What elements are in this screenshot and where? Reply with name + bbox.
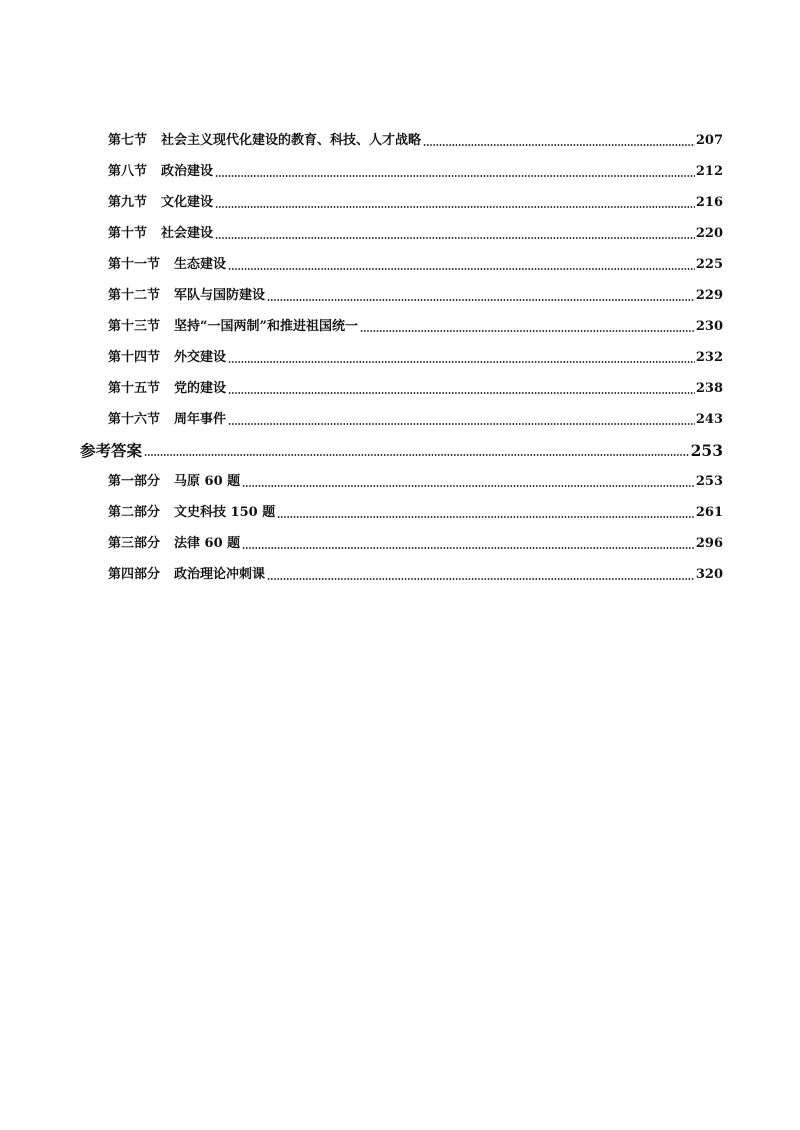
- toc-entry-title: 周年事件: [174, 412, 227, 427]
- toc-section-entry[interactable]: [108, 348, 723, 368]
- toc-dot-leader: [228, 348, 695, 368]
- toc-entry-title: 文史科技 150 题: [174, 505, 276, 520]
- toc-entry-title: 外交建设: [174, 350, 227, 365]
- toc-dot-leader: [228, 410, 695, 430]
- toc-page-number: 320: [695, 567, 723, 582]
- toc-entry-number: 第七节: [108, 133, 148, 148]
- toc-entry-title: 马原 60 题: [174, 474, 241, 489]
- toc-dot-leader: [267, 286, 695, 306]
- toc-dot-leader: [228, 379, 695, 399]
- toc-section-entry[interactable]: [108, 379, 723, 399]
- toc-entry-title: 文化建设: [161, 195, 214, 210]
- toc-section-entry[interactable]: [108, 410, 723, 430]
- toc-entry-number: 第十四节: [108, 350, 161, 365]
- toc-section-entry[interactable]: [108, 162, 723, 182]
- toc-page-number: 296: [695, 536, 723, 551]
- toc-entry-title: 政治理论冲刺课: [174, 567, 266, 582]
- toc-entry-number: 第十五节: [108, 381, 161, 396]
- toc-page-number: 253: [695, 474, 723, 489]
- toc-page-number: 232: [695, 350, 723, 365]
- toc-entry-title: 政治建设: [161, 164, 214, 179]
- toc-section-entry[interactable]: [108, 472, 723, 492]
- toc-entry-number: 第十节: [108, 226, 148, 241]
- toc-section-entry[interactable]: [108, 131, 723, 151]
- toc-section-entry[interactable]: [108, 286, 723, 306]
- toc-page-number: 207: [695, 133, 723, 148]
- toc-entry-number: 第三部分: [108, 536, 161, 551]
- toc-section-entry[interactable]: [108, 255, 723, 275]
- toc-entry-number: 第十六节: [108, 412, 161, 427]
- toc-entry-number: 第十三节: [108, 319, 161, 334]
- toc-dot-leader: [423, 131, 695, 151]
- toc-section-entry[interactable]: [108, 193, 723, 213]
- toc-page-number: 216: [695, 195, 723, 210]
- toc-page-number: 238: [695, 381, 723, 396]
- toc-page-number: 229: [695, 288, 723, 303]
- toc-entry-title: 法律 60 题: [174, 536, 241, 551]
- toc-page-number: 253: [690, 441, 723, 460]
- toc-page-number: 243: [695, 412, 723, 427]
- toc-entry-number: 第一部分: [108, 474, 161, 489]
- toc-dot-leader: [215, 162, 695, 182]
- toc-page-number: 212: [695, 164, 723, 179]
- toc-dot-leader: [144, 441, 690, 461]
- toc-entry-title: 坚持“一国两制”和推进祖国统一: [174, 319, 358, 334]
- toc-page-number: 225: [695, 257, 723, 272]
- toc-entry-title: 军队与国防建设: [174, 288, 266, 303]
- toc-entry-title: 参考答案: [80, 441, 143, 460]
- toc-entry-title: 社会主义现代化建设的教育、科技、人才战略: [161, 133, 422, 148]
- toc-dot-leader: [267, 565, 695, 585]
- toc-entry-number: 第二部分: [108, 505, 161, 520]
- toc-entry-title: 党的建设: [174, 381, 227, 396]
- toc-dot-leader: [277, 503, 695, 523]
- toc-page-number: 261: [695, 505, 723, 520]
- toc-dot-leader: [360, 317, 695, 337]
- toc-entry-number: 第八节: [108, 164, 148, 179]
- toc-section-entry[interactable]: [108, 224, 723, 244]
- toc-entry-number: 第四部分: [108, 567, 161, 582]
- toc-entry-title: 社会建设: [161, 226, 214, 241]
- toc-section-entry[interactable]: [108, 317, 723, 337]
- toc-dot-leader: [215, 193, 695, 213]
- toc-entry-title: 生态建设: [174, 257, 227, 272]
- toc-dot-leader: [242, 534, 695, 554]
- toc-page-number: 220: [695, 226, 723, 241]
- toc-entry-number: 第十二节: [108, 288, 161, 303]
- toc-section-entry[interactable]: [108, 503, 723, 523]
- toc-entry-number: 第九节: [108, 195, 148, 210]
- toc-section-entry[interactable]: [108, 565, 723, 585]
- toc-page-number: 230: [695, 319, 723, 334]
- toc-dot-leader: [228, 255, 695, 275]
- toc-dot-leader: [242, 472, 695, 492]
- toc-section-entry[interactable]: [108, 534, 723, 554]
- toc-dot-leader: [215, 224, 695, 244]
- toc-chapter-entry[interactable]: [80, 441, 723, 461]
- toc-entry-number: 第十一节: [108, 257, 161, 272]
